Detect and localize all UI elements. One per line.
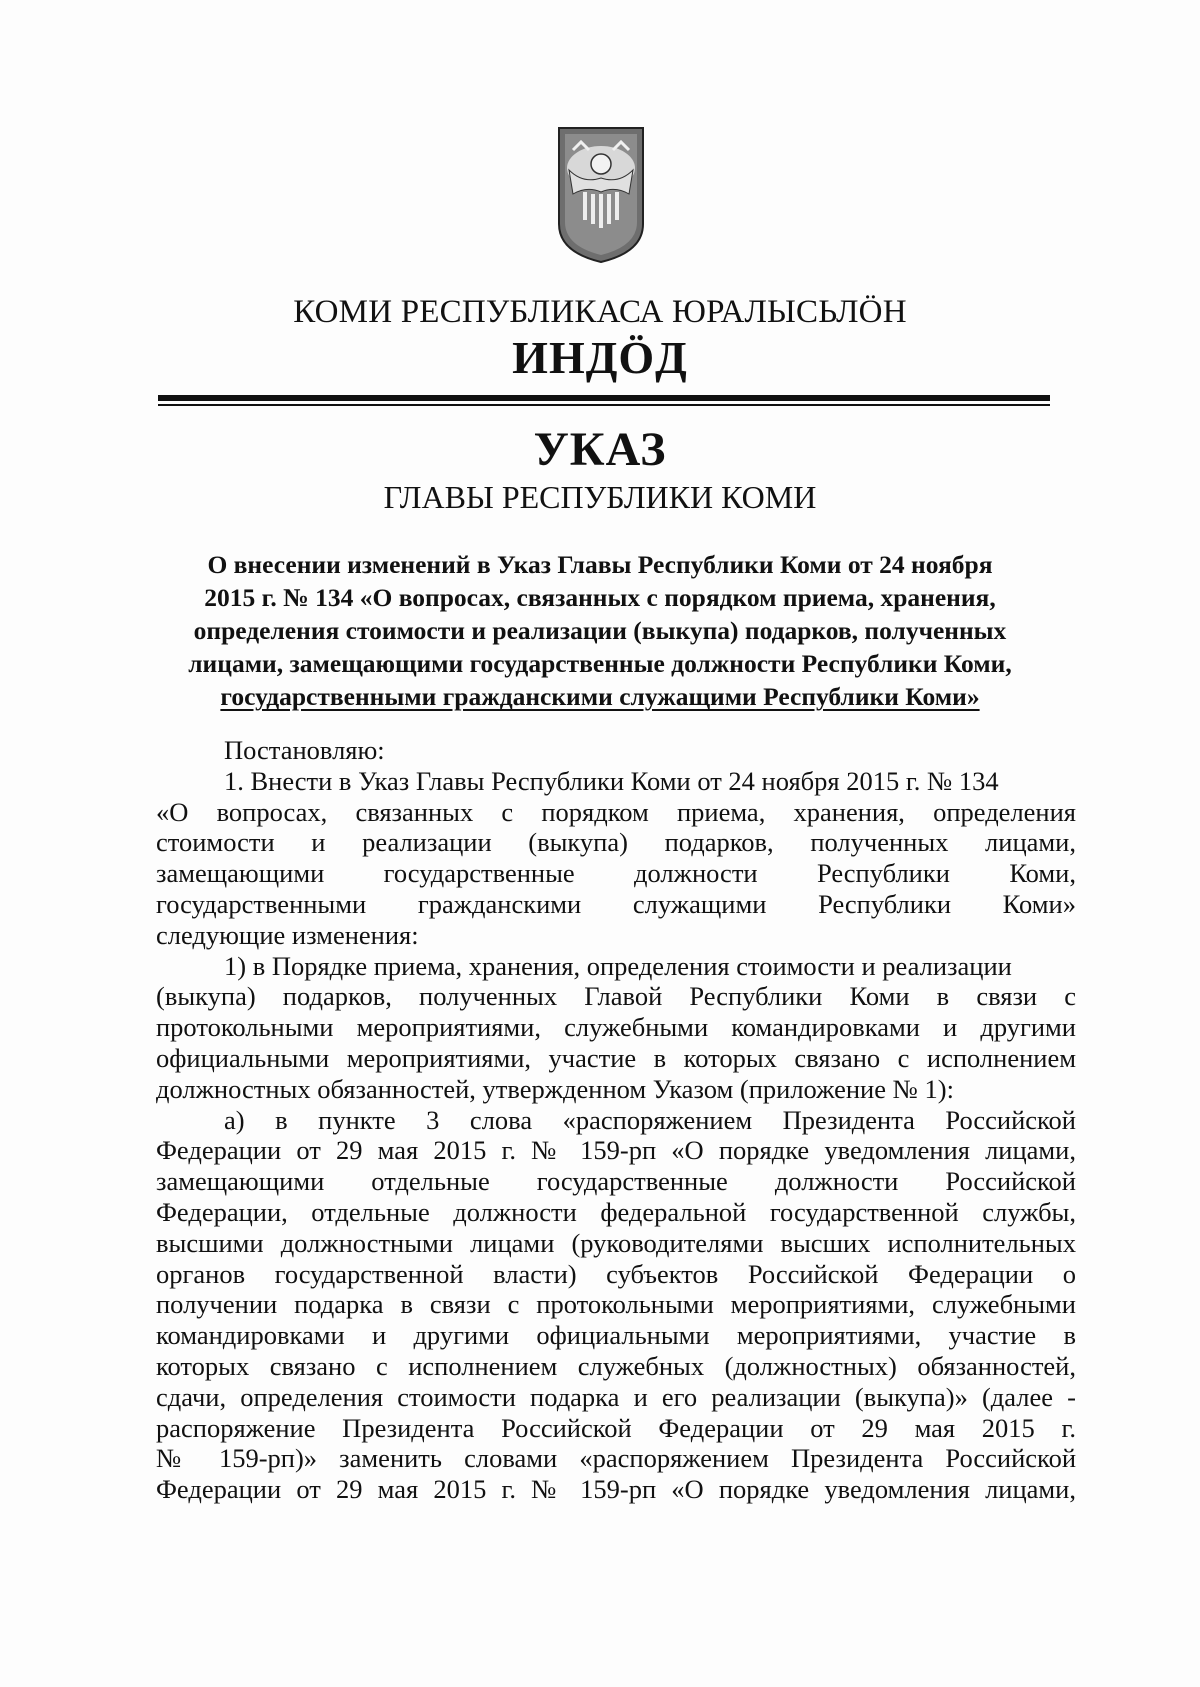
header-divider-thin: [158, 404, 1050, 406]
body-line: (выкупа) подарков, полученных Главой Республики Коми в связи с: [156, 981, 1076, 1012]
body-line: которых связано с исполнением служебных (должностных) обязанностей,: [156, 1350, 1076, 1381]
body-line: органов государственной власти) субъектов Российской Федерации о: [156, 1258, 1076, 1289]
body-line: а) в пункте 3 слова «распоряжением Президента Российской: [224, 1104, 1076, 1135]
decree-title-line: О внесении изменений в Указ Главы Республики Коми от 24 ноября: [207, 550, 993, 579]
body-line: Федерации, отдельные должности федеральной государственной службы,: [156, 1196, 1076, 1227]
body-line: 1) в Порядке приема, хранения, определения стоимости и реализации: [224, 950, 1012, 981]
decree-body: [156, 735, 1076, 1505]
body-line: замещающими отдельные государственные должности Российской: [156, 1166, 1076, 1197]
body-line: следующие изменения:: [156, 919, 419, 950]
body-line-postanovlyayu: Постановляю:: [224, 735, 385, 765]
decree-title-line: 2015 г. № 134 «О вопросах, связанных с порядком приема, хранения,: [204, 583, 996, 612]
body-line: «О вопросах, связанных с порядком приема, хранения, определения: [156, 796, 1076, 827]
body-line: № 159-рп)» заменить словами «распоряжением Президента Российской: [156, 1443, 1076, 1474]
ukaz-heading: УКАЗ: [533, 423, 667, 476]
decree-title-line: лицами, замещающими государственные должности Республики Коми,: [188, 649, 1012, 678]
republic-head-line-komi: КОМИ РЕСПУБЛИКАСА ЮРАЛЫСЬЛӦН: [293, 294, 907, 330]
body-line: распоряжение Президента Российской Федерации от 29 мая 2015 г.: [156, 1412, 1076, 1443]
body-line: сдачи, определения стоимости подарка и его реализации (выкупа)» (далее -: [156, 1381, 1076, 1412]
body-line: Федерации от 29 мая 2015 г. № 159-рп «О порядке уведомления лицами,: [156, 1135, 1076, 1166]
body-line: стоимости и реализации (выкупа) подарков, полученных лицами,: [156, 827, 1076, 858]
body-line: высшими должностными лицами (руководителями высших исполнительных: [156, 1227, 1076, 1258]
body-line: протокольными мероприятиями, служебными командировками и другими: [156, 1012, 1076, 1043]
body-line: замещающими государственные должности Республики Коми,: [156, 858, 1076, 889]
decree-title-line: определения стоимости и реализации (выкупа) подарков, полученных: [193, 616, 1007, 645]
body-line: государственными гражданскими служащими Республики Коми»: [156, 888, 1076, 919]
indod-heading: ИНДӦД: [512, 332, 688, 383]
header-divider-thick: [158, 395, 1050, 401]
body-line: должностных обязанностей, утвержденном Указом (приложение № 1):: [156, 1073, 954, 1104]
body-line: командировками и другими официальными мероприятиями, участие в: [156, 1320, 1076, 1351]
body-line: Федерации от 29 мая 2015 г. № 159-рп «О порядке уведомления лицами,: [156, 1474, 1076, 1505]
decree-title: [150, 548, 1050, 713]
decree-title-line: государственными гражданскими служащими Республики Коми»: [220, 682, 980, 711]
glavy-subheading: ГЛАВЫ РЕСПУБЛИКИ КОМИ: [383, 479, 817, 515]
coat-of-arms-emblem: [555, 124, 647, 266]
body-line: 1. Внести в Указ Главы Республики Коми от 24 ноября 2015 г. № 134: [224, 765, 999, 796]
body-line: получении подарка в связи с протокольными мероприятиями, служебными: [156, 1289, 1076, 1320]
body-line: официальными мероприятиями, участие в которых связано с исполнением: [156, 1042, 1076, 1073]
